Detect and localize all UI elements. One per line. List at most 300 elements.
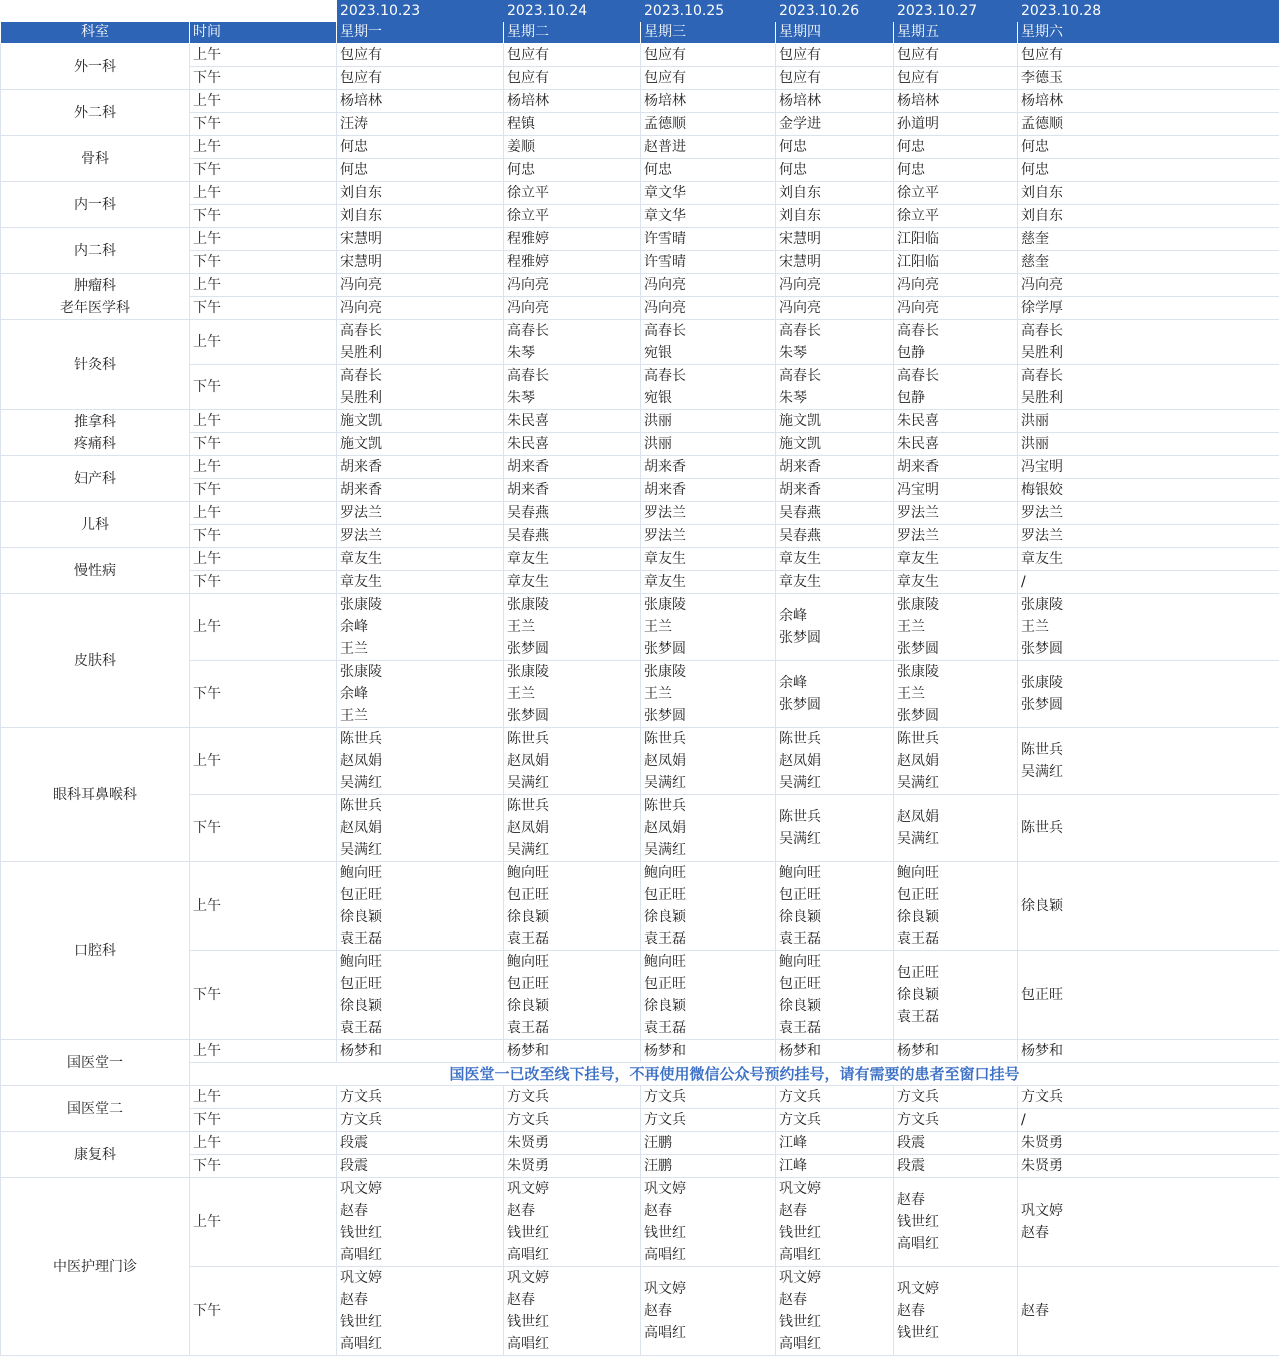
doctor-name: 张梦圆 [644, 705, 775, 727]
doctor-name: 金学进 [779, 113, 893, 135]
doctor-name: 鲍向旺 [507, 862, 640, 884]
doctor-cell [641, 1086, 776, 1109]
doctor-cell [641, 320, 776, 365]
doctor-cell [776, 410, 894, 433]
doctor-name: 李德玉 [1021, 67, 1279, 89]
department-name [1, 274, 190, 320]
doctor-cell [776, 862, 894, 951]
doctor-cell [1018, 1155, 1279, 1178]
doctor-cell [337, 456, 504, 479]
department-name-line: 康复科 [1, 1144, 189, 1166]
time-slot: 上午 [190, 862, 337, 951]
doctor-cell [641, 548, 776, 571]
department-name [1, 548, 190, 594]
doctor-name: 张梦圆 [779, 694, 893, 716]
doctor-cell [337, 525, 504, 548]
doctor-cell [337, 228, 504, 251]
doctor-name: 王兰 [507, 616, 640, 638]
doctor-name: 朱民喜 [897, 433, 1017, 455]
doctor-name: 张梦圆 [897, 705, 1017, 727]
doctor-name: 张梦圆 [644, 638, 775, 660]
doctor-cell [894, 90, 1018, 113]
doctor-name: 何忠 [779, 159, 893, 181]
doctor-name: 余峰 [779, 672, 893, 694]
doctor-name: 赵春 [644, 1200, 775, 1222]
schedule-row [1, 1178, 1279, 1267]
department-name [1, 502, 190, 548]
doctor-name: 何忠 [340, 159, 503, 181]
doctor-name: 余峰 [779, 605, 893, 627]
time-slot: 上午 [190, 44, 337, 67]
doctor-name: 陈世兵 [1021, 817, 1279, 839]
schedule-row [1, 136, 1279, 159]
time-slot: 下午 [190, 479, 337, 502]
doctor-cell [641, 274, 776, 297]
doctor-cell [1018, 1086, 1279, 1109]
doctor-cell [1018, 182, 1279, 205]
doctor-cell [337, 365, 504, 410]
department-name [1, 1040, 190, 1086]
doctor-cell [894, 862, 1018, 951]
doctor-cell [1018, 548, 1279, 571]
doctor-name: 方文兵 [779, 1109, 893, 1131]
doctor-cell [504, 661, 641, 728]
doctor-name: 王兰 [644, 616, 775, 638]
doctor-cell [776, 159, 894, 182]
doctor-name: 包应有 [779, 44, 893, 66]
time-slot: 上午 [190, 410, 337, 433]
department-name-line: 疼痛科 [1, 433, 189, 455]
doctor-name: 方文兵 [507, 1109, 640, 1131]
doctor-cell [1018, 571, 1279, 594]
doctor-name: 徐立平 [507, 205, 640, 227]
doctor-name: 朱民喜 [507, 433, 640, 455]
doctor-name: 包应有 [340, 67, 503, 89]
time-slot: 上午 [190, 456, 337, 479]
doctor-cell [504, 136, 641, 159]
doctor-name: 何忠 [897, 159, 1017, 181]
doctor-name: 赵春 [897, 1300, 1017, 1322]
doctor-name: 冯向亮 [779, 297, 893, 319]
doctor-name: 高唱红 [340, 1244, 503, 1266]
doctor-cell [894, 951, 1018, 1040]
doctor-name: 包静 [897, 387, 1017, 409]
doctor-name: 徐良颖 [644, 906, 775, 928]
doctor-cell [337, 410, 504, 433]
doctor-cell [1018, 136, 1279, 159]
doctor-cell [504, 862, 641, 951]
doctor-name: 刘自东 [779, 182, 893, 204]
doctor-name: 高唱红 [779, 1244, 893, 1266]
doctor-name: 陈世兵 [507, 795, 640, 817]
doctor-name: 章友生 [644, 548, 775, 570]
doctor-name: 施文凯 [340, 433, 503, 455]
department-name-line: 肿瘤科 [1, 275, 189, 297]
schedule-row [1, 951, 1279, 1040]
doctor-name: 徐良颖 [779, 995, 893, 1017]
header-weekday: 星期六 [1018, 22, 1279, 44]
doctor-name: 洪丽 [644, 433, 775, 455]
doctor-name: 袁王磊 [779, 1017, 893, 1039]
doctor-name: 高唱红 [507, 1333, 640, 1355]
doctor-name: 施文凯 [340, 410, 503, 432]
doctor-name: 赵凤娟 [779, 750, 893, 772]
date-cell: 2023.10.24 [504, 1, 641, 22]
header-weekday: 星期四 [776, 22, 894, 44]
doctor-name: 杨培林 [340, 90, 503, 112]
doctor-name: 胡来香 [340, 479, 503, 501]
doctor-name: 许雪晴 [644, 228, 775, 250]
department-name [1, 456, 190, 502]
doctor-name: 鲍向旺 [644, 862, 775, 884]
doctor-cell [1018, 113, 1279, 136]
doctor-name: 张梦圆 [1021, 694, 1279, 716]
schedule-row [1, 205, 1279, 228]
doctor-name: 包正旺 [507, 973, 640, 995]
time-slot: 下午 [190, 297, 337, 320]
doctor-name: 冯向亮 [340, 297, 503, 319]
doctor-name: 高唱红 [340, 1333, 503, 1355]
doctor-cell [641, 365, 776, 410]
doctor-cell [504, 365, 641, 410]
doctor-cell [504, 951, 641, 1040]
doctor-cell [504, 525, 641, 548]
time-slot: 上午 [190, 274, 337, 297]
doctor-name: 赵春 [779, 1200, 893, 1222]
doctor-name: 赵凤娟 [507, 750, 640, 772]
doctor-name: 杨梦和 [897, 1040, 1017, 1062]
doctor-cell [504, 1267, 641, 1356]
doctor-name: 高唱红 [644, 1322, 775, 1344]
doctor-name: 巩文婷 [897, 1278, 1017, 1300]
doctor-name: 段震 [340, 1155, 503, 1177]
doctor-name: 张康陵 [897, 594, 1017, 616]
doctor-name: 徐立平 [897, 182, 1017, 204]
department-name-line: 国医堂二 [1, 1098, 189, 1120]
doctor-cell [1018, 297, 1279, 320]
doctor-name: 胡来香 [644, 479, 775, 501]
notice-row [1, 1063, 1279, 1086]
doctor-cell [776, 795, 894, 862]
doctor-cell [776, 661, 894, 728]
doctor-cell [894, 433, 1018, 456]
doctor-name: 方文兵 [779, 1086, 893, 1108]
doctor-name: 高春长 [644, 365, 775, 387]
doctor-name: 杨梦和 [340, 1040, 503, 1062]
doctor-cell [504, 1040, 641, 1063]
doctor-cell [641, 1040, 776, 1063]
doctor-cell [776, 228, 894, 251]
time-slot: 下午 [190, 1155, 337, 1178]
time-slot: 上午 [190, 1178, 337, 1267]
doctor-name: 包正旺 [340, 884, 503, 906]
schedule-row [1, 159, 1279, 182]
doctor-name: 吴满红 [507, 839, 640, 861]
doctor-name: 方文兵 [1021, 1086, 1279, 1108]
doctor-cell [504, 90, 641, 113]
schedule-row [1, 1132, 1279, 1155]
doctor-name: 江阳临 [897, 228, 1017, 250]
department-name [1, 1132, 190, 1178]
doctor-cell [337, 159, 504, 182]
doctor-cell [337, 1267, 504, 1356]
doctor-cell [776, 1040, 894, 1063]
doctor-name: 胡来香 [507, 479, 640, 501]
schedule-row [1, 571, 1279, 594]
doctor-name: 何忠 [507, 159, 640, 181]
doctor-name: 刘自东 [340, 182, 503, 204]
department-name [1, 182, 190, 228]
doctor-cell [1018, 205, 1279, 228]
doctor-name: 高唱红 [507, 1244, 640, 1266]
doctor-name: 张康陵 [1021, 594, 1279, 616]
doctor-name: 高春长 [1021, 365, 1279, 387]
doctor-name: 包应有 [644, 67, 775, 89]
doctor-cell [504, 205, 641, 228]
doctor-cell [1018, 1132, 1279, 1155]
doctor-name: 高春长 [1021, 320, 1279, 342]
department-name-line: 骨科 [1, 148, 189, 170]
doctor-name: 章文华 [644, 182, 775, 204]
department-name-line: 儿科 [1, 514, 189, 536]
doctor-name: 孟德顺 [644, 113, 775, 135]
doctor-cell [1018, 44, 1279, 67]
time-slot: 上午 [190, 136, 337, 159]
doctor-cell [776, 113, 894, 136]
doctor-cell [504, 1109, 641, 1132]
doctor-cell [337, 502, 504, 525]
doctor-name: 章友生 [897, 571, 1017, 593]
schedule-row [1, 1267, 1279, 1356]
doctor-name: 赵凤娟 [340, 750, 503, 772]
doctor-cell [337, 297, 504, 320]
doctor-name: 吴满红 [897, 772, 1017, 794]
department-name-line: 外二科 [1, 102, 189, 124]
doctor-name: 包正旺 [507, 884, 640, 906]
doctor-name: 徐良颖 [507, 995, 640, 1017]
doctor-name: 汪鹏 [644, 1132, 775, 1154]
schedule-row [1, 44, 1279, 67]
schedule-row [1, 90, 1279, 113]
doctor-name: 方文兵 [644, 1086, 775, 1108]
doctor-name: 吴满红 [779, 828, 893, 850]
doctor-name: 江峰 [779, 1155, 893, 1177]
doctor-cell [894, 44, 1018, 67]
doctor-name: 赵凤娟 [644, 750, 775, 772]
doctor-name: 高春长 [644, 320, 775, 342]
doctor-cell [894, 365, 1018, 410]
department-name [1, 90, 190, 136]
doctor-name: 冯宝明 [1021, 456, 1279, 478]
doctor-cell [776, 251, 894, 274]
doctor-cell [504, 1086, 641, 1109]
doctor-name: 段震 [897, 1132, 1017, 1154]
doctor-cell [337, 1086, 504, 1109]
doctor-cell [337, 182, 504, 205]
doctor-name: 刘自东 [779, 205, 893, 227]
department-name [1, 594, 190, 728]
doctor-cell [1018, 228, 1279, 251]
doctor-name: 高春长 [507, 320, 640, 342]
department-name [1, 44, 190, 90]
doctor-name: 鲍向旺 [779, 862, 893, 884]
schedule-row [1, 795, 1279, 862]
date-row [1, 1, 1279, 22]
doctor-name: 袁王磊 [340, 1017, 503, 1039]
header-weekday: 星期三 [641, 22, 776, 44]
doctor-cell [776, 90, 894, 113]
doctor-name: 吴满红 [340, 772, 503, 794]
doctor-cell [337, 571, 504, 594]
doctor-cell [504, 456, 641, 479]
doctor-name: 吴满红 [507, 772, 640, 794]
doctor-name: 段震 [897, 1155, 1017, 1177]
doctor-name: 吴胜利 [340, 342, 503, 364]
date-cell: 2023.10.27 [894, 1, 1018, 22]
doctor-name: 高春长 [779, 365, 893, 387]
doctor-name: 钱世红 [644, 1222, 775, 1244]
doctor-name: 高春长 [507, 365, 640, 387]
doctor-name: 赵春 [340, 1200, 503, 1222]
doctor-cell [1018, 159, 1279, 182]
doctor-name: 朱贤勇 [507, 1155, 640, 1177]
doctor-cell [504, 433, 641, 456]
doctor-cell [641, 456, 776, 479]
doctor-cell [504, 320, 641, 365]
doctor-cell [1018, 365, 1279, 410]
doctor-cell [776, 1086, 894, 1109]
time-slot: 下午 [190, 433, 337, 456]
doctor-cell [337, 594, 504, 661]
doctor-name: 方文兵 [897, 1086, 1017, 1108]
doctor-cell [894, 456, 1018, 479]
doctor-cell [641, 228, 776, 251]
doctor-cell [776, 274, 894, 297]
doctor-name: 钱世红 [340, 1311, 503, 1333]
doctor-name: 袁王磊 [644, 928, 775, 950]
doctor-name: 袁王磊 [897, 928, 1017, 950]
doctor-name: 冯向亮 [644, 297, 775, 319]
doctor-cell [504, 548, 641, 571]
doctor-name: 冯向亮 [644, 274, 775, 296]
doctor-cell [776, 525, 894, 548]
doctor-name: 余峰 [340, 683, 503, 705]
doctor-cell [894, 410, 1018, 433]
doctor-cell [894, 571, 1018, 594]
doctor-name: 罗法兰 [340, 502, 503, 524]
doctor-name: 罗法兰 [1021, 525, 1279, 547]
doctor-name: 吴满红 [1021, 761, 1279, 783]
doctor-name: 胡来香 [507, 456, 640, 478]
doctor-name: 王兰 [340, 638, 503, 660]
doctor-name: 吴春燕 [507, 502, 640, 524]
doctor-name: 朱琴 [779, 342, 893, 364]
doctor-name: 王兰 [507, 683, 640, 705]
schedule-row [1, 228, 1279, 251]
doctor-name: 罗法兰 [897, 525, 1017, 547]
doctor-cell [641, 728, 776, 795]
doctor-cell [1018, 661, 1279, 728]
doctor-cell [641, 571, 776, 594]
doctor-cell [894, 661, 1018, 728]
doctor-cell [504, 274, 641, 297]
schedule-row [1, 274, 1279, 297]
doctor-name: 张康陵 [644, 594, 775, 616]
doctor-name: 方文兵 [340, 1086, 503, 1108]
doctor-name: 高唱红 [779, 1333, 893, 1355]
doctor-name: 洪丽 [1021, 410, 1279, 432]
doctor-name: 朱琴 [507, 387, 640, 409]
department-name-line: 国医堂一 [1, 1052, 189, 1074]
doctor-name: 包应有 [897, 67, 1017, 89]
doctor-name: 高唱红 [644, 1244, 775, 1266]
department-name-line: 妇产科 [1, 468, 189, 490]
time-slot: 上午 [190, 1086, 337, 1109]
doctor-name: 高唱红 [897, 1233, 1017, 1255]
doctor-cell [894, 594, 1018, 661]
doctor-cell [776, 136, 894, 159]
doctor-cell [337, 862, 504, 951]
doctor-name: 高春长 [340, 365, 503, 387]
doctor-cell [641, 67, 776, 90]
time-slot: 下午 [190, 205, 337, 228]
doctor-cell [1018, 479, 1279, 502]
time-slot: 下午 [190, 113, 337, 136]
time-slot: 上午 [190, 1040, 337, 1063]
doctor-name: 王兰 [340, 705, 503, 727]
time-slot: 下午 [190, 525, 337, 548]
doctor-cell [337, 1155, 504, 1178]
doctor-name: 刘自东 [1021, 205, 1279, 227]
doctor-name: 杨梦和 [644, 1040, 775, 1062]
doctor-cell [337, 44, 504, 67]
time-slot: 下午 [190, 571, 337, 594]
doctor-name: 徐良颖 [897, 984, 1017, 1006]
doctor-name: 巩文婷 [779, 1178, 893, 1200]
doctor-cell [894, 728, 1018, 795]
doctor-name: 巩文婷 [340, 1178, 503, 1200]
doctor-name: 宛银 [644, 342, 775, 364]
doctor-name: 陈世兵 [340, 795, 503, 817]
doctor-cell [894, 502, 1018, 525]
doctor-name: 包应有 [897, 44, 1017, 66]
doctor-cell [641, 205, 776, 228]
schedule-row [1, 661, 1279, 728]
doctor-name: 程雅婷 [507, 251, 640, 273]
doctor-name: 梅银姣 [1021, 479, 1279, 501]
doctor-cell [1018, 456, 1279, 479]
doctor-cell [641, 410, 776, 433]
doctor-name: 朱琴 [779, 387, 893, 409]
doctor-cell [894, 136, 1018, 159]
doctor-name: 吴春燕 [779, 525, 893, 547]
doctor-name: 刘自东 [340, 205, 503, 227]
doctor-cell [504, 1132, 641, 1155]
doctor-name: 包应有 [644, 44, 775, 66]
doctor-cell [1018, 67, 1279, 90]
doctor-cell [894, 1109, 1018, 1132]
time-slot: 下午 [190, 67, 337, 90]
doctor-cell [1018, 1267, 1279, 1356]
doctor-name: 包应有 [340, 44, 503, 66]
time-slot: 下午 [190, 1267, 337, 1356]
doctor-name: 巩文婷 [1021, 1200, 1279, 1222]
doctor-cell [1018, 502, 1279, 525]
doctor-cell [776, 502, 894, 525]
doctor-name: 张梦圆 [507, 705, 640, 727]
schedule-row [1, 410, 1279, 433]
doctor-name: 王兰 [1021, 616, 1279, 638]
